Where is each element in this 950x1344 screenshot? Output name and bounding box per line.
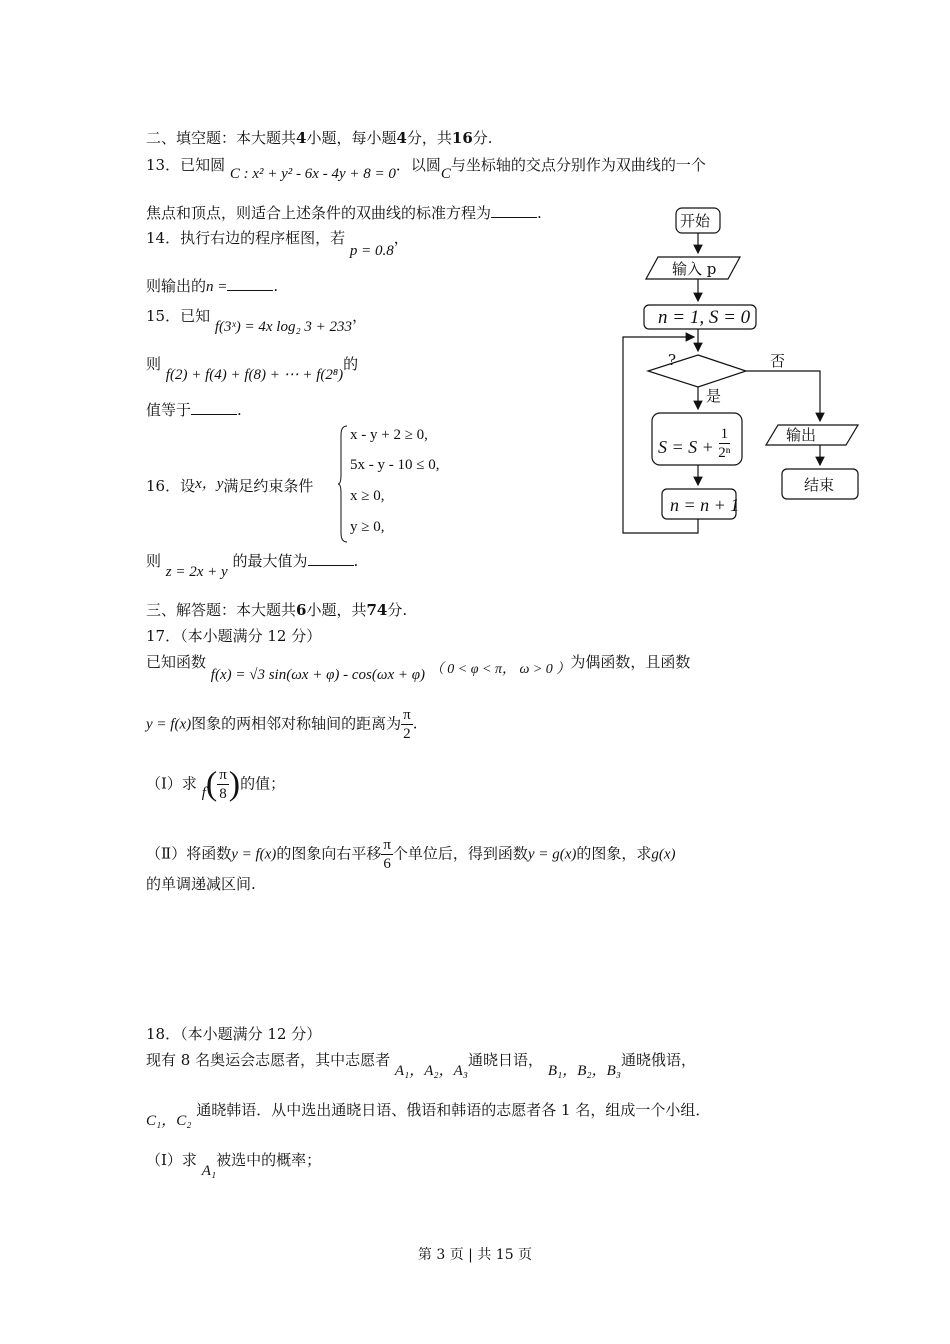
- q13-answer-blank[interactable]: [491, 203, 537, 218]
- q14-line-2: [146, 276, 278, 297]
- fraction-denominator: 6: [383, 856, 391, 872]
- q18-line-2: [146, 1100, 711, 1129]
- q13-text-2: ．以圆: [395, 156, 441, 174]
- q15-sum-expression: f(2) + f(4) + f(8) + ⋯ + f(2⁸): [165, 367, 344, 383]
- flowchart-condition-diamond: [648, 355, 746, 387]
- flowchart-end-label: 结束: [804, 476, 835, 494]
- q17-part-2-text-4: 的图象，求: [576, 844, 652, 863]
- section-2-heading-text-3: 分，共: [406, 129, 452, 147]
- q18-part-1-a1: A₁: [201, 1163, 217, 1179]
- q17-part-2-text-3: 个单位后，得到函数: [392, 844, 528, 863]
- section-2-heading-text-2: 小题，每小题: [306, 129, 397, 147]
- q15-text-3: 的: [343, 355, 359, 373]
- q18-part-1-text-2: 被选中的概率；: [216, 1151, 322, 1169]
- q18-c-names: C₁，C₂: [146, 1113, 192, 1129]
- q14-n-equals: n =: [206, 279, 228, 295]
- section-2-total: 16: [451, 129, 473, 147]
- q18-line-1: [146, 1050, 696, 1079]
- q15-line-1: [146, 306, 368, 335]
- q16-text-2: 满足约束条件: [223, 477, 314, 495]
- flowchart-input-label: 输入 p: [672, 260, 717, 278]
- q13-circle-name: C: [440, 166, 451, 182]
- q18-part-1-text: （Ⅰ）求: [146, 1151, 197, 1169]
- q15-given-equation: f(3ˣ) = 4x log₂ 3 + 233: [214, 319, 353, 335]
- section-2-points-each: 4: [396, 129, 407, 147]
- q17-y-equals-f: y = f(x): [146, 716, 192, 733]
- q18-text-3: 通晓俄语，: [620, 1051, 696, 1069]
- flowchart-update-n-label: n = n + 1: [670, 495, 740, 515]
- q16-answer-blank[interactable]: [308, 551, 354, 566]
- q14-text: 14．执行右边的程序框图，若: [146, 229, 346, 247]
- q14-line-1: [146, 228, 409, 259]
- q15-text-end-2: .: [237, 401, 242, 419]
- q17-part-2-g2: g(x): [651, 846, 676, 863]
- q18-text-2: 通晓日语，: [468, 1051, 544, 1069]
- flowchart-update-s-text: S = S +: [658, 436, 714, 457]
- section-2-heading-text: 二、填空题：本大题共: [146, 129, 297, 147]
- q15-text-end: ，: [352, 307, 368, 325]
- q13-line-2: [146, 203, 542, 223]
- q17-fraction-pi-8: [217, 766, 229, 803]
- section-3-heading-text-3: 分.: [387, 601, 408, 619]
- fraction-denominator: 2: [403, 726, 411, 742]
- q17-title: 17．（本小题满分 12 分）: [146, 627, 322, 645]
- section-3-count: 6: [296, 601, 307, 619]
- flowchart-no-label: 否: [770, 352, 786, 370]
- flowchart-output-label: 输出: [786, 426, 817, 444]
- left-brace-icon: [338, 425, 348, 543]
- section-2-heading: [146, 128, 493, 148]
- q17-part-2-text: （Ⅱ）将函数: [146, 844, 232, 863]
- q17-part-2-line-2: 的单调递减区间.: [146, 875, 256, 893]
- q17-line-2: [146, 706, 417, 743]
- q16-constraint-3: x ≥ 0,: [350, 488, 385, 504]
- q18-text: 现有 8 名奥运会志愿者，其中志愿者: [146, 1051, 391, 1069]
- fraction-numerator: π: [383, 837, 391, 853]
- q17-part-1-text-2: 的值；: [240, 774, 286, 793]
- q14-text-2: 则输出的: [146, 277, 207, 295]
- q17-part-2-f: y = f(x): [231, 846, 277, 863]
- q16-text-3: 则: [146, 552, 162, 570]
- q15-text-4: 值等于: [146, 401, 192, 419]
- q16-constraint-1: x - y + 2 ≥ 0,: [350, 427, 428, 443]
- flowchart-yes-label: 是: [706, 387, 722, 405]
- section-2-heading-text-4: 分.: [472, 129, 493, 147]
- q17-text-3: 图象的两相邻对称轴间的距离为: [191, 714, 402, 733]
- q16-constraint-2: 5x - y - 10 ≤ 0,: [350, 457, 440, 473]
- q13-text-4: 焦点和顶点，则适合上述条件的双曲线的标准方程为: [146, 204, 492, 222]
- q18-a-names: A₁，A₂，A₃: [394, 1063, 469, 1079]
- q16-line-1: [146, 476, 313, 497]
- flowchart-update-s-fraction: [718, 425, 730, 462]
- q15-line-2: [146, 354, 359, 383]
- q17-text-end: .: [412, 714, 418, 733]
- fraction-denominator: 8: [219, 786, 227, 802]
- q17-text: 已知函数: [146, 653, 207, 671]
- q13-text-end: .: [537, 204, 542, 222]
- flowchart: [620, 205, 870, 545]
- fraction-denominator: 2ⁿ: [718, 445, 731, 461]
- q18-part-1: [146, 1150, 322, 1179]
- q16-objective: z = 2x + y: [165, 564, 228, 580]
- left-paren: (: [205, 765, 218, 803]
- section-3-heading-text: 三、解答题：本大题共: [146, 601, 297, 619]
- q18-title: 18．（本小题满分 12 分）: [146, 1025, 322, 1043]
- page-footer: 第 3 页 | 共 15 页: [417, 1247, 533, 1263]
- section-3-total: 74: [366, 601, 388, 619]
- q17-fraction-pi-2: [401, 706, 413, 743]
- flowchart-condition-label: ?: [668, 351, 677, 369]
- q17-part-2-line-1: [146, 836, 676, 873]
- q16-line-2: [146, 551, 359, 580]
- q17-line-1: [146, 652, 691, 683]
- q14-text-end: ，: [393, 229, 409, 247]
- right-paren: ): [228, 765, 241, 803]
- q17-fraction-pi-6: [381, 836, 393, 873]
- flowchart-init-label: n = 1, S = 0: [658, 307, 751, 328]
- q16-variables: x，y: [195, 476, 224, 492]
- q13-circle-equation: C : x² + y² - 6x - 4y + 8 = 0: [229, 166, 396, 182]
- q17-part-2-text-2: 的图象向右平移: [276, 844, 382, 863]
- q15-text: 15．已知: [146, 307, 211, 325]
- q16-constraint-4: y ≥ 0,: [350, 519, 385, 535]
- q16-text-end: .: [353, 552, 359, 570]
- fraction-numerator: 1: [720, 426, 729, 442]
- q14-text-end-2: .: [273, 277, 279, 295]
- fraction-numerator: π: [219, 767, 227, 783]
- q17-function: f(x) = √3 sin(ωx + φ) - cos(ωx + φ): [210, 667, 426, 683]
- q18-text-4: 通晓韩语．从中选出通晓日语、俄语和韩语的志愿者各 1 名，组成一个小组．: [196, 1101, 711, 1119]
- flowchart-update-s-label: [658, 425, 731, 462]
- q14-p-value: p = 0.8: [349, 243, 394, 259]
- section-2-count: 4: [296, 129, 307, 147]
- section-3-heading-text-2: 小题，共: [306, 601, 367, 619]
- q14-answer-blank[interactable]: [227, 276, 273, 291]
- q17-part-2-g: y = g(x): [527, 846, 577, 863]
- q16-text-4: 的最大值为: [232, 552, 308, 570]
- q15-text-2: 则: [146, 355, 162, 373]
- q18-b-names: B₁，B₂，B₃: [547, 1063, 621, 1079]
- flowchart-start-label: 开始: [680, 212, 711, 230]
- q13-line-1: [146, 155, 706, 182]
- q17-text-2: 为偶函数，且函数: [570, 653, 691, 671]
- q15-line-3: [146, 400, 242, 420]
- q16-text: 16．设: [146, 477, 196, 495]
- q13-text: 13．已知圆: [146, 156, 226, 174]
- fraction-numerator: π: [403, 707, 411, 723]
- q17-part-1-text: （Ⅰ）求: [146, 774, 197, 793]
- section-3-heading: [146, 600, 407, 620]
- q17-part-1: [146, 766, 285, 803]
- q13-text-3: 与坐标轴的交点分别作为双曲线的一个: [450, 156, 706, 174]
- q15-answer-blank[interactable]: [191, 400, 237, 415]
- q17-part-1-f: f: [201, 784, 206, 801]
- q17-conditions: （ 0 < φ < π， ω > 0 ）: [429, 662, 571, 677]
